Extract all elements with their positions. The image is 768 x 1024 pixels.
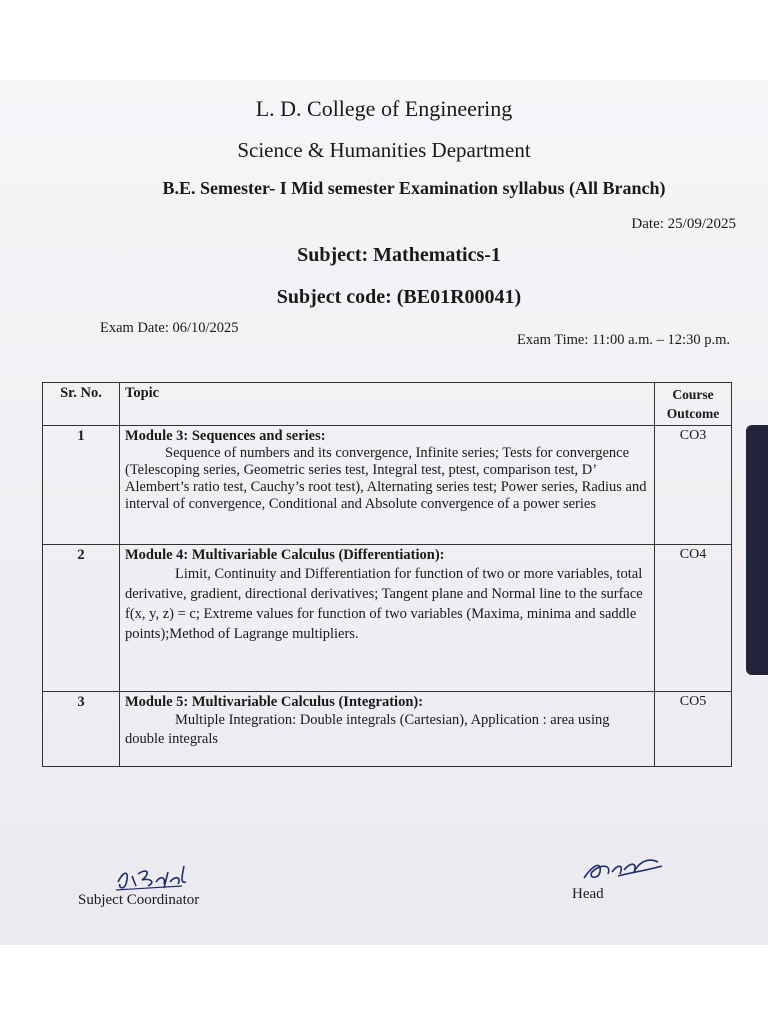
head-signature bbox=[578, 852, 668, 888]
module-title: Module 5: Multivariable Calculus (Integration): bbox=[125, 694, 424, 710]
exam-date: Exam Date: 06/10/2025 bbox=[100, 320, 239, 336]
exam-title: B.E. Semester- I Mid semester Examination syllabus (All Branch) bbox=[162, 178, 666, 198]
issue-date: Date: 25/09/2025 bbox=[631, 216, 736, 232]
outcome-header-line2: Outcome bbox=[666, 406, 720, 421]
subject-code: Subject code: (BE01R00041) bbox=[276, 286, 522, 308]
module-title: Module 3: Sequences and series: bbox=[125, 428, 326, 444]
row-topic bbox=[120, 692, 655, 767]
row-outcome: CO5 bbox=[655, 692, 732, 767]
row-sr: 3 bbox=[43, 692, 120, 767]
column-header-outcome bbox=[655, 383, 732, 426]
head-label: Head bbox=[572, 886, 604, 902]
syllabus-table bbox=[42, 382, 732, 767]
outcome-header-line1: Course bbox=[672, 387, 714, 402]
table-row bbox=[43, 692, 732, 767]
module-description: Multiple Integration: Double integrals (Cartesian), Application : area using double integrals bbox=[125, 712, 610, 747]
column-header-topic: Topic bbox=[120, 383, 655, 426]
row-outcome: CO3 bbox=[655, 426, 732, 545]
row-sr: 1 bbox=[43, 426, 120, 545]
table-row bbox=[43, 545, 732, 692]
background-edge bbox=[746, 425, 768, 675]
module-description: Sequence of numbers and its convergence, Infinite series; Tests for convergence (Telescoping series, Geometric series test, Integral test, ptest, comparison test, D’ Alembert’s ratio test, Cauchy’s root test), Alternating series test; Power series, Radius and interval of convergence, Conditional and Absolute convergence of a power series bbox=[125, 445, 647, 512]
subject-coordinator-label: Subject Coordinator bbox=[78, 892, 200, 908]
table-header-row bbox=[43, 383, 732, 426]
module-title: Module 4: Multivariable Calculus (Differentiation): bbox=[125, 547, 445, 563]
exam-time: Exam Time: 11:00 a.m. – 12:30 p.m. bbox=[517, 332, 730, 348]
subject-title: Subject: Mathematics-1 bbox=[297, 244, 501, 266]
table-row bbox=[43, 426, 732, 545]
row-outcome: CO4 bbox=[655, 545, 732, 692]
module-description: Limit, Continuity and Differentiation for function of two or more variables, total derivative, gradient, directional derivatives; Tangent plane and Normal line to the surface f(x, y, z) = c; Extreme values for function of two variables (Maxima, minima and saddle points);Method of Lagrange multipliers. bbox=[125, 566, 643, 642]
department-name: Science & Humanities Department bbox=[237, 138, 531, 162]
coordinator-signature bbox=[112, 862, 202, 894]
column-header-sr: Sr. No. bbox=[43, 383, 120, 426]
row-topic bbox=[120, 426, 655, 545]
college-name: L. D. College of Engineering bbox=[255, 96, 513, 121]
row-sr: 2 bbox=[43, 545, 120, 692]
row-topic bbox=[120, 545, 655, 692]
